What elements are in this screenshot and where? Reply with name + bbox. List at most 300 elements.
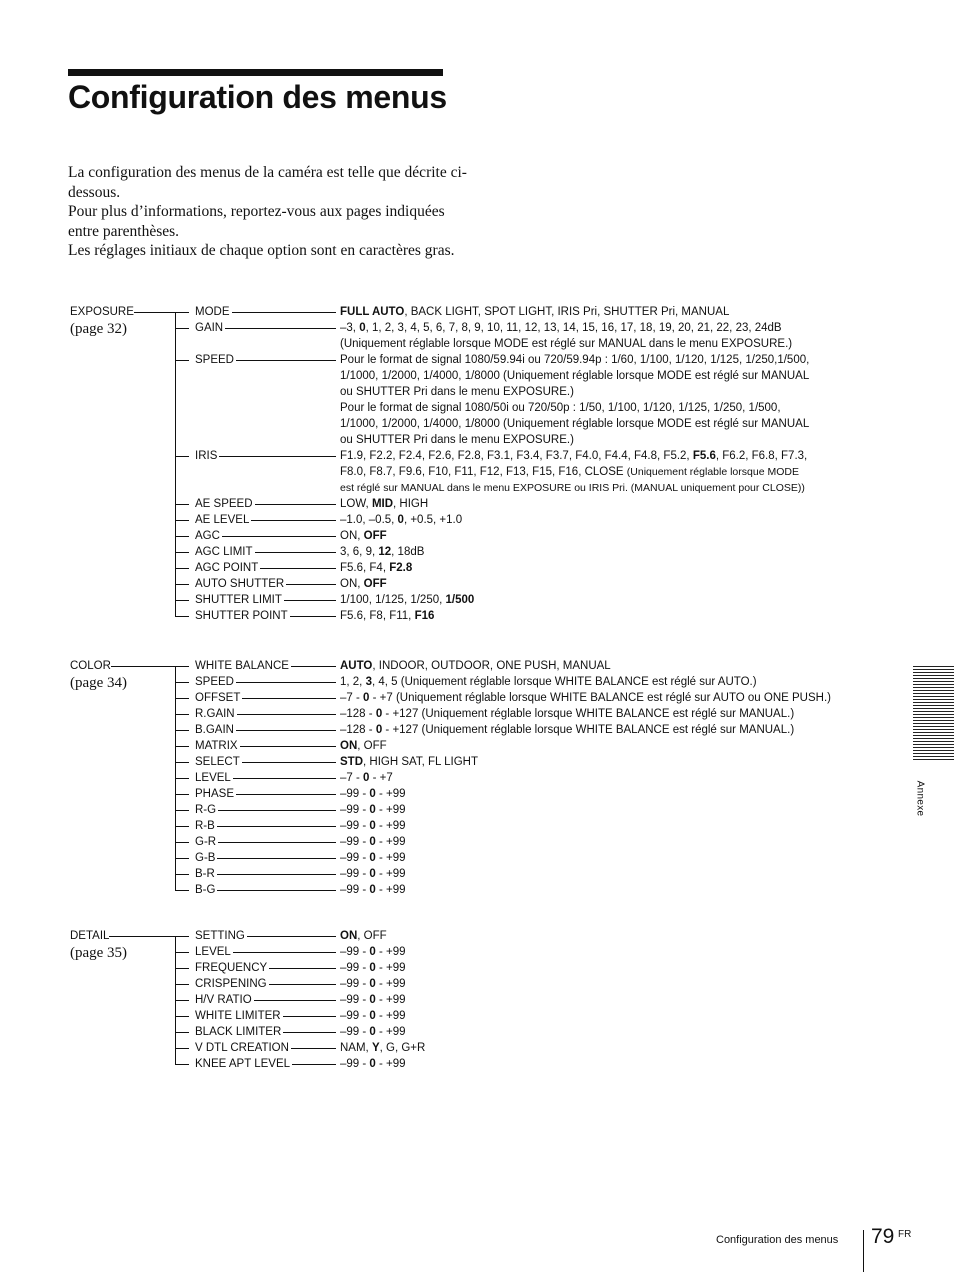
tree-branch bbox=[175, 826, 189, 827]
menu-item-values bbox=[340, 560, 840, 576]
value-text: –99 - bbox=[340, 978, 370, 990]
leader-line bbox=[240, 746, 336, 747]
default-value: OFF bbox=[363, 578, 387, 590]
menu-item-values bbox=[340, 512, 840, 528]
default-value: 0 bbox=[369, 978, 376, 990]
value-text: 1/1000, 1/2000, 1/4000, 1/8000 (Uniquement réglable lorsque MODE est réglé sur MANUAL bbox=[340, 418, 810, 430]
value-line bbox=[340, 1056, 840, 1072]
menu-item-values bbox=[340, 834, 840, 850]
value-text: 1/100, 1/125, 1/250, bbox=[340, 594, 446, 606]
menu-item-label: SELECT bbox=[195, 756, 240, 768]
value-text: NAM, bbox=[340, 1042, 372, 1054]
default-value: ON bbox=[340, 740, 358, 752]
menu-item-values bbox=[340, 976, 840, 992]
value-text: , G, G+R bbox=[379, 1042, 426, 1054]
value-text: ou SHUTTER Pri dans le menu EXPOSURE.) bbox=[340, 386, 574, 398]
default-value: 12 bbox=[378, 546, 392, 558]
category-connector bbox=[111, 666, 175, 667]
value-text: (Uniquement réglable lorsque MODE est réglé sur MANUAL dans le menu EXPOSURE.) bbox=[340, 338, 793, 350]
value-text: –128 - bbox=[340, 724, 376, 736]
value-line bbox=[340, 528, 840, 544]
menu-item-label: AUTO SHUTTER bbox=[195, 578, 285, 590]
value-line bbox=[340, 802, 840, 818]
intro-paragraph: Pour plus d’informations, reportez-vous aux pages indiquées entre parenthèses. bbox=[68, 203, 445, 240]
value-text: ou SHUTTER Pri dans le menu EXPOSURE.) bbox=[340, 434, 574, 446]
value-line bbox=[340, 706, 840, 722]
value-line bbox=[340, 834, 840, 850]
leader-line bbox=[219, 456, 336, 457]
value-line bbox=[340, 928, 840, 944]
value-line bbox=[340, 416, 840, 432]
menu-item-values bbox=[340, 866, 840, 882]
leader-line bbox=[291, 1048, 336, 1049]
tree-branch bbox=[175, 536, 189, 537]
value-text: - +99 bbox=[375, 836, 406, 848]
menu-item-label: LEVEL bbox=[195, 772, 231, 784]
menu-item-label: CRISPENING bbox=[195, 978, 267, 990]
default-value: 0 bbox=[369, 836, 376, 848]
default-value: 0 bbox=[369, 994, 376, 1006]
menu-item-values bbox=[340, 960, 840, 976]
leader-line bbox=[284, 600, 336, 601]
leader-line bbox=[225, 328, 336, 329]
value-text: –3, bbox=[340, 322, 360, 334]
tree-branch bbox=[175, 360, 189, 361]
value-text: , OFF bbox=[357, 740, 387, 752]
page-reference: (page 35) bbox=[70, 945, 128, 961]
menu-item-values bbox=[340, 658, 840, 674]
value-line bbox=[340, 722, 840, 738]
menu-item-values bbox=[340, 992, 840, 1008]
default-value: 0 bbox=[369, 946, 376, 958]
menu-item-label: SPEED bbox=[195, 676, 234, 688]
menu-item-values bbox=[340, 690, 840, 706]
value-text: est réglé sur MANUAL dans le menu EXPOSURE ou IRIS Pri. (MANUAL uniquement pour CLOSE)) bbox=[340, 482, 805, 494]
default-value: 0 bbox=[369, 804, 376, 816]
menu-item-values bbox=[340, 304, 840, 320]
menu-item-label: R-B bbox=[195, 820, 215, 832]
menu-item-label: BLACK LIMITER bbox=[195, 1026, 282, 1038]
value-text: (Uniquement réglable lorsque MODE bbox=[626, 466, 799, 478]
value-text: - +99 bbox=[375, 804, 406, 816]
menu-item-values bbox=[340, 882, 840, 898]
menu-item-label: SETTING bbox=[195, 930, 245, 942]
value-text: –99 - bbox=[340, 994, 370, 1006]
tree-branch bbox=[175, 456, 189, 457]
intro-text bbox=[68, 163, 468, 261]
tree-branch bbox=[175, 682, 189, 683]
tree-branch bbox=[175, 968, 189, 969]
menu-item-values bbox=[340, 576, 840, 592]
title-rule bbox=[68, 69, 443, 76]
tree-spine bbox=[175, 936, 176, 1064]
value-text: –99 - bbox=[340, 1026, 370, 1038]
tree-branch bbox=[175, 746, 189, 747]
value-line bbox=[340, 608, 840, 624]
tree-branch bbox=[175, 730, 189, 731]
value-line bbox=[340, 496, 840, 512]
menu-item-values bbox=[340, 1040, 840, 1056]
leader-line bbox=[255, 552, 336, 553]
leader-line bbox=[269, 968, 336, 969]
menu-item-label: R.GAIN bbox=[195, 708, 235, 720]
value-text: F5.6, F4, bbox=[340, 562, 390, 574]
page-reference: (page 34) bbox=[70, 675, 128, 691]
leader-line bbox=[283, 1032, 336, 1033]
value-text: - +7 (Uniquement réglable lorsque WHITE BALANCE est réglé sur AUTO ou ONE PUSH.) bbox=[369, 692, 831, 704]
default-value: 0 bbox=[375, 724, 383, 736]
default-value: MID bbox=[371, 498, 394, 510]
menu-item-label: V DTL CREATION bbox=[195, 1042, 289, 1054]
leader-line bbox=[237, 714, 336, 715]
value-line bbox=[340, 1008, 840, 1024]
footer-rule bbox=[863, 1230, 864, 1272]
value-text: 1, 2, bbox=[340, 676, 366, 688]
value-line bbox=[340, 1024, 840, 1040]
default-value: 0 bbox=[369, 1058, 376, 1070]
default-value: 0 bbox=[369, 884, 376, 896]
default-value: 0 bbox=[369, 868, 376, 880]
leader-line bbox=[233, 778, 336, 779]
value-line bbox=[340, 544, 840, 560]
leader-line bbox=[251, 520, 336, 521]
menu-item-label: B-G bbox=[195, 884, 216, 896]
value-line bbox=[340, 738, 840, 754]
tree-branch bbox=[175, 810, 189, 811]
tree-branch bbox=[175, 762, 189, 763]
value-line bbox=[340, 336, 840, 352]
tree-branch bbox=[175, 952, 189, 953]
value-line bbox=[340, 882, 840, 898]
tree-branch bbox=[175, 600, 189, 601]
default-value: 0 bbox=[369, 1010, 376, 1022]
intro-paragraph: Les réglages initiaux de chaque option sont en caractères gras. bbox=[68, 242, 455, 259]
page-number: 79 bbox=[871, 1225, 895, 1248]
leader-line bbox=[291, 666, 336, 667]
leader-line bbox=[236, 794, 336, 795]
tree-branch bbox=[175, 890, 189, 891]
value-line bbox=[340, 560, 840, 576]
menu-item-label: H/V RATIO bbox=[195, 994, 252, 1006]
tree-branch bbox=[175, 312, 189, 313]
value-line bbox=[340, 944, 840, 960]
default-value: F16 bbox=[414, 610, 435, 622]
value-text: –99 - bbox=[340, 884, 370, 896]
menu-item-label: FREQUENCY bbox=[195, 962, 268, 974]
menu-item-label: G-B bbox=[195, 852, 216, 864]
tree-branch bbox=[175, 698, 189, 699]
default-value: 0 bbox=[369, 1026, 376, 1038]
value-line bbox=[340, 512, 840, 528]
tree-branch bbox=[175, 842, 189, 843]
menu-item-values bbox=[340, 544, 840, 560]
side-tab-label: Annexe bbox=[914, 780, 926, 817]
default-value: 0 bbox=[363, 772, 370, 784]
value-text: - +99 bbox=[375, 1010, 406, 1022]
default-value: F5.6 bbox=[692, 450, 716, 462]
tree-spine bbox=[175, 312, 176, 616]
leader-line bbox=[232, 312, 337, 313]
default-value: 0 bbox=[375, 708, 383, 720]
default-value: 0 bbox=[359, 322, 366, 334]
menu-item-label: AGC bbox=[195, 530, 220, 542]
default-value: ON bbox=[340, 930, 358, 942]
page-reference: (page 32) bbox=[70, 321, 128, 337]
value-text: 3, 6, 9, bbox=[340, 546, 379, 558]
value-text: –99 - bbox=[340, 1010, 370, 1022]
tree-branch bbox=[175, 1048, 189, 1049]
menu-item-values bbox=[340, 592, 840, 608]
menu-item-label: PHASE bbox=[195, 788, 234, 800]
menu-item-values bbox=[340, 496, 840, 512]
value-text: F5.6, F8, F11, bbox=[340, 610, 415, 622]
value-text: F1.9, F2.2, F2.4, F2.6, F2.8, F3.1, F3.4, F3.7, F4.0, F4.4, F4.8, F5.2, bbox=[340, 450, 693, 462]
default-value: FULL AUTO bbox=[340, 306, 405, 318]
value-text: - +99 bbox=[375, 868, 406, 880]
leader-line bbox=[233, 952, 336, 953]
menu-item-values bbox=[340, 786, 840, 802]
value-text: - +99 bbox=[375, 994, 406, 1006]
tree-branch bbox=[175, 552, 189, 553]
leader-line bbox=[236, 360, 336, 361]
default-value: 0 bbox=[363, 692, 370, 704]
value-line bbox=[340, 480, 840, 496]
value-text: ON, bbox=[340, 578, 364, 590]
value-line bbox=[340, 690, 840, 706]
leader-line bbox=[247, 936, 336, 937]
menu-item-values bbox=[340, 1056, 840, 1072]
value-text: - +99 bbox=[375, 820, 406, 832]
value-text: Pour le format de signal 1080/50i ou 720/50p : 1/50, 1/100, 1/120, 1/125, 1/250, 1/500, bbox=[340, 402, 781, 414]
value-text: –99 - bbox=[340, 804, 370, 816]
value-text: –99 - bbox=[340, 820, 370, 832]
value-text: –99 - bbox=[340, 836, 370, 848]
value-text: , HIGH SAT, FL LIGHT bbox=[363, 756, 479, 768]
menu-item-label: SHUTTER POINT bbox=[195, 610, 288, 622]
default-value: 0 bbox=[369, 852, 376, 864]
menu-item-values bbox=[340, 818, 840, 834]
default-value: 3 bbox=[365, 676, 372, 688]
leader-line bbox=[269, 984, 336, 985]
value-line bbox=[340, 850, 840, 866]
tree-branch bbox=[175, 794, 189, 795]
menu-item-label: B-R bbox=[195, 868, 215, 880]
tree-branch bbox=[175, 568, 189, 569]
footer-label: Configuration des menus bbox=[716, 1234, 839, 1246]
tree-branch bbox=[175, 1064, 189, 1065]
value-text: , +0.5, +1.0 bbox=[403, 514, 463, 526]
value-text: - +99 bbox=[375, 946, 406, 958]
value-text: - +99 bbox=[375, 788, 406, 800]
menu-item-label: AGC POINT bbox=[195, 562, 259, 574]
tree-branch bbox=[175, 1016, 189, 1017]
leader-line bbox=[260, 568, 336, 569]
menu-item-label: AGC LIMIT bbox=[195, 546, 253, 558]
menu-item-values bbox=[340, 706, 840, 722]
menu-item-values bbox=[340, 608, 840, 624]
leader-line bbox=[286, 584, 336, 585]
value-line bbox=[340, 368, 840, 384]
value-text: –7 - bbox=[340, 772, 364, 784]
thumb-index-tab bbox=[913, 666, 954, 761]
value-text: , 18dB bbox=[391, 546, 425, 558]
tree-branch bbox=[175, 858, 189, 859]
value-line bbox=[340, 674, 840, 690]
value-text: Pour le format de signal 1080/59.94i ou 720/59.94p : 1/60, 1/100, 1/120, 1/125, 1/250,1/500, bbox=[340, 354, 810, 366]
menu-item-values bbox=[340, 770, 840, 786]
intro-paragraph: La configuration des menus de la caméra est telle que décrite ci-dessous. bbox=[68, 164, 467, 201]
value-line bbox=[340, 320, 840, 336]
default-value: F2.8 bbox=[389, 562, 413, 574]
leader-line bbox=[217, 858, 336, 859]
leader-line bbox=[217, 874, 336, 875]
value-text: - +7 bbox=[369, 772, 393, 784]
value-line bbox=[340, 352, 840, 368]
default-value: 1/500 bbox=[445, 594, 475, 606]
menu-item-label: MODE bbox=[195, 306, 230, 318]
value-line bbox=[340, 576, 840, 592]
value-text: , OFF bbox=[357, 930, 387, 942]
value-line bbox=[340, 976, 840, 992]
menu-item-values bbox=[340, 944, 840, 960]
menu-item-label: KNEE APT LEVEL bbox=[195, 1058, 291, 1070]
menu-item-label: IRIS bbox=[195, 450, 218, 462]
menu-item-label: AE LEVEL bbox=[195, 514, 250, 526]
menu-item-values bbox=[340, 352, 840, 448]
leader-line bbox=[254, 1000, 336, 1001]
leader-line bbox=[283, 1016, 336, 1017]
value-line bbox=[340, 1040, 840, 1056]
value-line bbox=[340, 960, 840, 976]
value-text: - +99 bbox=[375, 962, 406, 974]
menu-category: EXPOSURE bbox=[70, 306, 134, 318]
value-text: LOW, bbox=[340, 498, 372, 510]
menu-item-values bbox=[340, 528, 840, 544]
default-value: 0 bbox=[369, 788, 376, 800]
tree-branch bbox=[175, 666, 189, 667]
value-text: 1/1000, 1/2000, 1/4000, 1/8000 (Uniquement réglable lorsque MODE est réglé sur MANUAL bbox=[340, 370, 810, 382]
value-line bbox=[340, 770, 840, 786]
menu-item-values bbox=[340, 802, 840, 818]
language-code: FR bbox=[898, 1229, 912, 1240]
menu-item-values bbox=[340, 674, 840, 690]
menu-item-label: GAIN bbox=[195, 322, 224, 334]
default-value: 0 bbox=[369, 962, 376, 974]
value-line bbox=[340, 384, 840, 400]
category-connector bbox=[109, 936, 175, 937]
leader-line bbox=[222, 536, 336, 537]
value-text: , HIGH bbox=[393, 498, 429, 510]
leader-line bbox=[242, 762, 336, 763]
value-text: - +99 bbox=[375, 852, 406, 864]
leader-line bbox=[255, 504, 336, 505]
menu-item-values bbox=[340, 448, 840, 496]
menu-item-values bbox=[340, 754, 840, 770]
value-line bbox=[340, 448, 840, 464]
menu-item-label: B.GAIN bbox=[195, 724, 234, 736]
leader-line bbox=[236, 682, 336, 683]
value-text: ON, bbox=[340, 530, 364, 542]
menu-item-values bbox=[340, 1008, 840, 1024]
default-value: 0 bbox=[369, 820, 376, 832]
value-text: , F6.2, F6.8, F7.3, bbox=[715, 450, 808, 462]
leader-line bbox=[290, 616, 336, 617]
value-line bbox=[340, 866, 840, 882]
value-text: –99 - bbox=[340, 1058, 370, 1070]
default-value: STD bbox=[340, 756, 363, 768]
value-line bbox=[340, 592, 840, 608]
value-line bbox=[340, 754, 840, 770]
menu-item-values bbox=[340, 722, 840, 738]
tree-branch bbox=[175, 1000, 189, 1001]
menu-item-label: OFFSET bbox=[195, 692, 241, 704]
leader-line bbox=[218, 842, 336, 843]
leader-line bbox=[217, 890, 336, 891]
tree-branch bbox=[175, 504, 189, 505]
tree-spine bbox=[175, 666, 176, 890]
value-text: , BACK LIGHT, SPOT LIGHT, IRIS Pri, SHUTTER Pri, MANUAL bbox=[404, 306, 730, 318]
value-text: - +99 bbox=[375, 884, 406, 896]
default-value: AUTO bbox=[340, 660, 373, 672]
tree-branch bbox=[175, 936, 189, 937]
value-text: - +127 (Uniquement réglable lorsque WHITE BALANCE est réglé sur MANUAL.) bbox=[382, 708, 795, 720]
value-text: - +127 (Uniquement réglable lorsque WHITE BALANCE est réglé sur MANUAL.) bbox=[382, 724, 795, 736]
value-line bbox=[340, 818, 840, 834]
tree-branch bbox=[175, 778, 189, 779]
value-text: , 4, 5 (Uniquement réglable lorsque WHITE BALANCE est réglé sur AUTO.) bbox=[371, 676, 757, 688]
value-text: –99 - bbox=[340, 962, 370, 974]
value-text: , INDOOR, OUTDOOR, ONE PUSH, MANUAL bbox=[372, 660, 611, 672]
menu-item-label: SHUTTER LIMIT bbox=[195, 594, 282, 606]
leader-line bbox=[292, 1064, 336, 1065]
menu-category: COLOR bbox=[70, 660, 111, 672]
menu-item-label: SPEED bbox=[195, 354, 234, 366]
menu-item-values bbox=[340, 850, 840, 866]
default-value: Y bbox=[371, 1042, 380, 1054]
value-line bbox=[340, 464, 840, 480]
value-line bbox=[340, 304, 840, 320]
menu-category: DETAIL bbox=[70, 930, 110, 942]
menu-item-label: G-R bbox=[195, 836, 217, 848]
value-line bbox=[340, 658, 840, 674]
tree-branch bbox=[175, 584, 189, 585]
value-text: - +99 bbox=[375, 1058, 406, 1070]
value-text: –7 - bbox=[340, 692, 364, 704]
tree-branch bbox=[175, 328, 189, 329]
menu-item-values bbox=[340, 320, 840, 352]
leader-line bbox=[217, 826, 336, 827]
tree-branch bbox=[175, 1032, 189, 1033]
menu-item-values bbox=[340, 928, 840, 944]
value-text: –99 - bbox=[340, 868, 370, 880]
menu-item-label: WHITE BALANCE bbox=[195, 660, 289, 672]
value-text: F8.0, F8.7, F9.6, F10, F11, F12, F13, F15, F16, CLOSE bbox=[340, 466, 627, 478]
value-text: –128 - bbox=[340, 708, 376, 720]
value-text: –99 - bbox=[340, 946, 370, 958]
default-value: OFF bbox=[363, 530, 387, 542]
value-text: –1.0, –0.5, bbox=[340, 514, 398, 526]
value-text: , 1, 2, 3, 4, 5, 6, 7, 8, 9, 10, 11, 12, 13, 14, 15, 16, 17, 18, 19, 20, 21, 22, 23, 24dB bbox=[365, 322, 782, 334]
menu-item-label: WHITE LIMITER bbox=[195, 1010, 281, 1022]
leader-line bbox=[242, 698, 336, 699]
value-line bbox=[340, 786, 840, 802]
tree-branch bbox=[175, 520, 189, 521]
leader-line bbox=[218, 810, 336, 811]
value-text: - +99 bbox=[375, 978, 406, 990]
menu-item-label: LEVEL bbox=[195, 946, 231, 958]
page-title: Configuration des menus bbox=[68, 79, 447, 115]
value-text: –99 - bbox=[340, 788, 370, 800]
